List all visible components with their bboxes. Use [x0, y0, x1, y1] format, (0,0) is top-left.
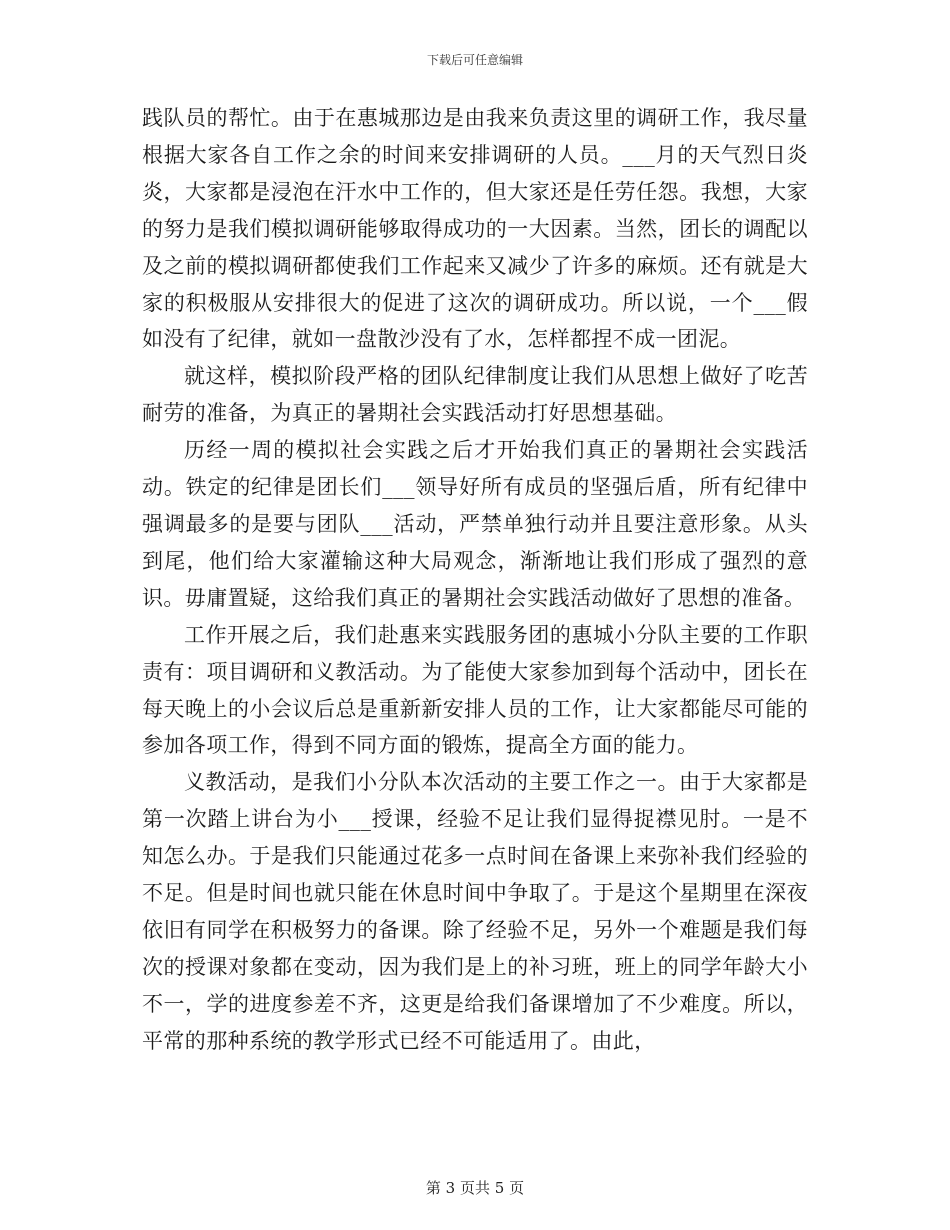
- paragraph-3: 历经一周的模拟社会实践之后才开始我们真正的暑期社会实践活动。铁定的纪律是团长们___领导好所有成员的坚强后盾，所有纪律中强调最多的是要与团队___活动，严禁单独行动并且要注意形象。从头到尾，他们给大家灌输这种大局观念，渐渐地让我们形成了强烈的意识。毋庸置疑，这给我们真正的暑期社会实践活动做好了思想的准备。: [142, 438, 808, 610]
- paragraph-4: 工作开展之后，我们赴惠来实践服务团的惠城小分队主要的工作职责有：项目调研和义教活动。为了能使大家参加到每个活动中，团长在每天晚上的小会议后总是重新新安排人员的工作，让大家都能尽可能的参加各项工作，得到不同方面的锻炼，提高全方面的能力。: [142, 622, 808, 758]
- paragraph-2: 就这样，模拟阶段严格的团队纪律制度让我们从思想上做好了吃苦耐劳的准备，为真正的暑期社会实践活动打好思想基础。: [142, 364, 808, 426]
- document-body: [142, 100, 808, 1060]
- paragraph-1: 践队员的帮忙。由于在惠城那边是由我来负责这里的调研工作，我尽量根据大家各自工作之余的时间来安排调研的人员。___月的天气烈日炎炎，大家都是浸泡在汗水中工作的，但大家还是任劳任怨。我想，大家的努力是我们模拟调研能够取得成功的一大因素。当然，团长的调配以及之前的模拟调研都使我们工作起来又减少了许多的麻烦。还有就是大家的积极服从安排很大的促进了这次的调研成功。所以说，一个___假如没有了纪律，就如一盘散沙没有了水，怎样都捏不成一团泥。: [142, 106, 808, 352]
- page-number: 第 3 页共 5 页: [425, 1179, 525, 1197]
- page-header-note: 下载后可任意编辑: [426, 53, 523, 67]
- paragraph-5: 义教活动，是我们小分队本次活动的主要工作之一。由于大家都是第一次踏上讲台为小___授课，经验不足让我们显得捉襟见肘。一是不知怎么办。于是我们只能通过花多一点时间在备课上来弥补我们经验的不足。但是时间也就只能在休息时间中争取了。于是这个星期里在深夜依旧有同学在积极努力的备课。除了经验不足，另外一个难题是我们每次的授课对象都在变动，因为我们是上的补习班，班上的同学年龄大小不一，学的进度参差不齐，这更是给我们备课增加了不少难度。所以，平常的那种系统的教学形式已经不可能适用了。由此，: [142, 770, 808, 1053]
